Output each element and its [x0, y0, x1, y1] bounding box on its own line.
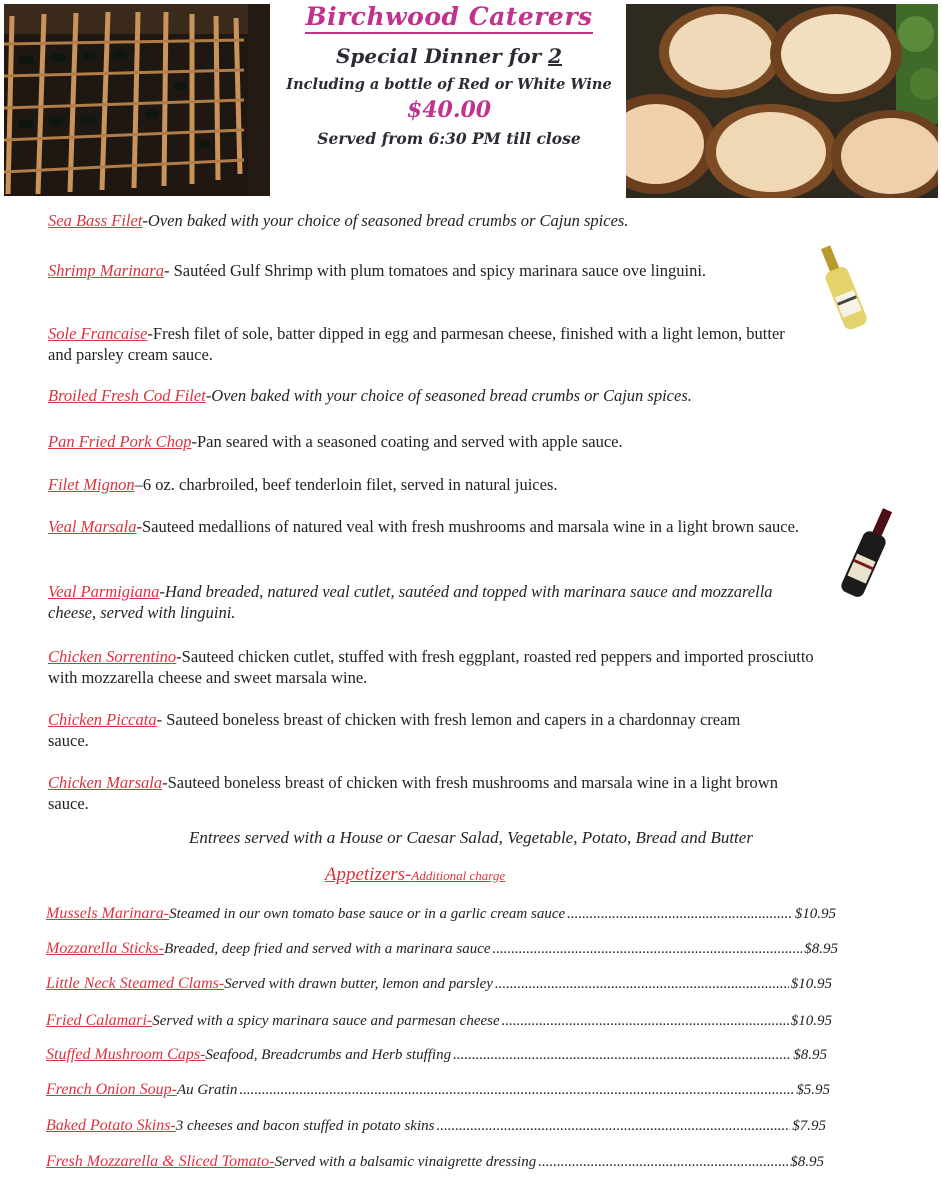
appetizer-name: Mozzarella Sticks- — [46, 940, 165, 957]
appetizer-item — [46, 904, 836, 924]
special-price: $40.00 — [406, 97, 492, 123]
appetizer-description: Steamed in our own tomato base sauce or in a garlic cream sauce — [169, 906, 566, 922]
entree-description: - Sauteed boneless breast of chicken with fresh lemon and capers in a chardonnay cream sauce. — [48, 710, 741, 750]
entree-description: -Sauteed medallions of natured veal with fresh mushrooms and marsala wine in a light brown sauce. — [136, 517, 800, 536]
entree-item — [48, 385, 818, 406]
appetizer-item — [46, 1116, 826, 1136]
entree-item — [48, 516, 808, 537]
appetizer-item — [46, 1045, 827, 1065]
white-wine-bottle-icon — [810, 240, 874, 336]
entree-name: Chicken Sorrentino — [48, 647, 177, 666]
appetizer-name: Stuffed Mushroom Caps- — [46, 1046, 206, 1063]
appetizer-price: $8.95 — [790, 1154, 824, 1170]
appetizer-price: $10.95 — [794, 906, 836, 922]
appetizer-description: Seafood, Breadcrumbs and Herb stuffing — [205, 1047, 452, 1063]
entree-item — [48, 772, 808, 814]
menu-header — [272, 0, 626, 148]
appetizer-price: $8.95 — [804, 941, 838, 957]
entree-name: Veal Marsala — [48, 517, 137, 536]
appetizer-name: Fresh Mozzarella & Sliced Tomato- — [46, 1153, 275, 1170]
appetizer-item — [46, 1152, 824, 1172]
entree-name: Sole Francaise — [48, 324, 148, 343]
wine-barrels-photo — [626, 4, 938, 198]
appetizer-description: Au Gratin — [176, 1082, 238, 1098]
appetizer-item — [46, 939, 838, 959]
appetizer-price: $10.95 — [790, 976, 832, 992]
appetizer-description: Served with drawn butter, lemon and parsley — [224, 976, 493, 992]
entree-item — [48, 709, 748, 751]
entree-name: Shrimp Marinara — [48, 261, 164, 280]
entree-description: -Oven baked with your choice of seasoned bread crumbs or Cajun spices. — [205, 386, 692, 405]
entree-description: -Pan seared with a seasoned coating and served with apple sauce. — [191, 432, 623, 451]
serving-hours: Served from 6:30 PM till close — [317, 129, 581, 148]
appetizer-price: $8.95 — [793, 1047, 827, 1063]
entree-name: Pan Fried Pork Chop — [48, 432, 192, 451]
entree-name: Filet Mignon — [48, 475, 135, 494]
special-dinner-title — [272, 44, 626, 68]
entree-description: -Hand breaded, natured veal cutlet, sautéed and topped with marinara sauce and mozzarella cheese, served with linguini. — [48, 582, 773, 622]
special-prefix: Special Dinner for — [335, 44, 549, 68]
wine-rack-photo — [4, 4, 270, 196]
appetizer-name: Baked Potato Skins- — [46, 1117, 176, 1134]
entree-item — [48, 646, 823, 688]
entree-name: Sea Bass Filet — [48, 211, 143, 230]
appetizer-description: 3 cheeses and bacon stuffed in potato skins — [175, 1118, 435, 1134]
appetizer-item — [46, 974, 832, 994]
entree-description: -Sauteed boneless breast of chicken with fresh mushrooms and marsala wine in a light brown sauce. — [48, 773, 778, 813]
appetizer-item — [46, 1080, 830, 1100]
entree-item — [48, 323, 793, 365]
special-count: 2 — [548, 44, 563, 68]
appetizer-price: $7.95 — [792, 1118, 826, 1134]
appetizer-description: Served with a spicy marinara sauce and parmesan cheese — [152, 1013, 500, 1029]
appetizers-title: Appetizers- — [324, 864, 412, 885]
entree-description: -Sauteed chicken cutlet, stuffed with fresh eggplant, roasted red peppers and imported prosciutto with mozzarella cheese and sweet marsala wine. — [48, 647, 814, 687]
appetizers-heading — [0, 864, 830, 886]
appetizer-item — [46, 1011, 832, 1031]
appetizer-name: Mussels Marinara- — [46, 905, 170, 922]
entree-name: Veal Parmigiana — [48, 582, 160, 601]
appetizer-description: Served with a balsamic vinaigrette dressing — [274, 1154, 537, 1170]
entree-item — [48, 210, 818, 231]
entree-name: Broiled Fresh Cod Filet — [48, 386, 206, 405]
appetizer-price: $10.95 — [790, 1013, 832, 1029]
entree-item — [48, 431, 818, 452]
appetizer-price: $5.95 — [796, 1082, 830, 1098]
appetizer-name: Fried Calamari- — [46, 1012, 153, 1029]
entree-description: -Oven baked with your choice of seasoned bread crumbs or Cajun spices. — [142, 211, 629, 230]
entree-item — [48, 474, 818, 495]
entree-description: -Fresh filet of sole, batter dipped in egg and parmesan cheese, finished with a light lemon, butter and parsley cream sauce. — [48, 324, 785, 364]
entree-item — [48, 260, 768, 281]
entree-description: –6 oz. charbroiled, beef tenderloin filet, served in natural juices. — [134, 475, 558, 494]
red-wine-bottle-icon — [836, 504, 900, 604]
appetizer-name: Little Neck Steamed Clams- — [46, 975, 225, 992]
entree-sides-note: Entrees served with a House or Caesar Salad, Vegetable, Potato, Bread and Butter — [189, 828, 753, 847]
entree-description: - Sautéed Gulf Shrimp with plum tomatoes and spicy marinara sauce ove linguini. — [163, 261, 707, 280]
entree-item — [48, 581, 803, 623]
appetizers-subtitle: Additional charge — [411, 868, 506, 883]
entree-name: Chicken Marsala — [48, 773, 163, 792]
entree-name: Chicken Piccata — [48, 710, 157, 729]
appetizer-description: Breaded, deep fried and served with a marinara sauce — [164, 941, 491, 957]
appetizer-name: French Onion Soup- — [46, 1081, 177, 1098]
company-name: Birchwood Caterers — [305, 2, 592, 34]
wine-included-note: Including a bottle of Red or White Wine — [286, 76, 612, 93]
